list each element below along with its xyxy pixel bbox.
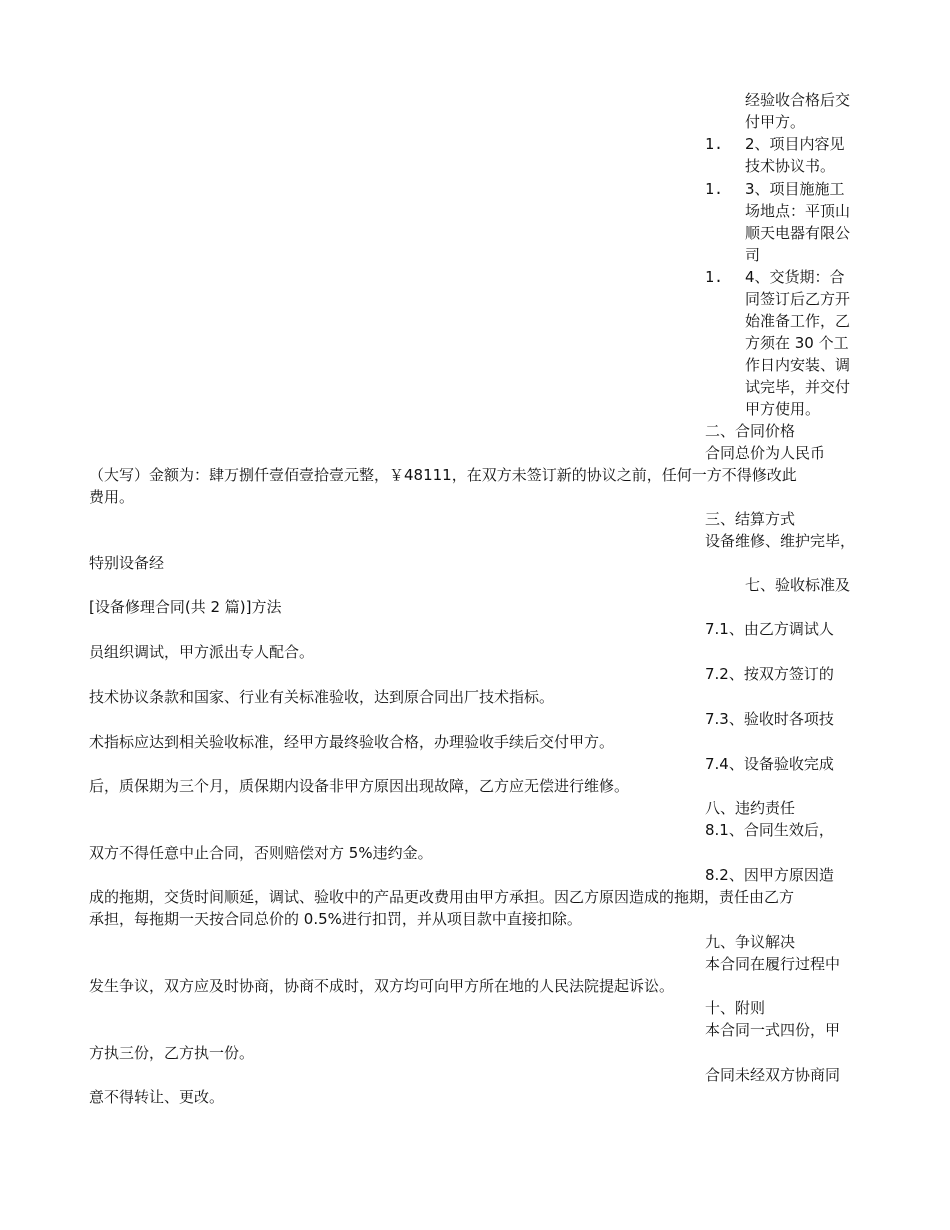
section7-item4-body: 后，质保期为三个月，质保期内设备非甲方原因出现故障，乙方应无偿进行维修。: [89, 777, 630, 795]
item1-line-1: 经验收合格后交: [745, 91, 851, 109]
document-title-reference: [设备修理合同(共 2 篇)]方法: [89, 598, 282, 616]
section7-item3-body: 术指标应达到相关验收标准，经甲方最终验收合格，办理验收手续后交付甲方。: [89, 733, 615, 751]
section8-heading: 八、违约责任: [705, 799, 796, 817]
item4-line: 试完毕，并交付: [745, 378, 851, 396]
section7-item1-lead: 7.1、由乙方调试人: [705, 620, 834, 638]
section8-item1-body: 双方不得任意中止合同，否则赔偿对方 5%违约金。: [89, 844, 433, 862]
item2-number: 1.: [705, 135, 724, 153]
section8-item2-lead: 8.2、因甲方原因造: [705, 866, 834, 884]
section7-item4-lead: 7.4、设备验收完成: [705, 755, 834, 773]
section10-heading: 十、附则: [705, 999, 766, 1017]
section8-item2-body-line: 承担，每拖期一天按合同总价的 0.5%进行扣罚，并从项目款中直接扣除。: [89, 910, 582, 928]
section3-heading: 三、结算方式: [705, 510, 796, 528]
section10-body2: 意不得转让、更改。: [89, 1088, 225, 1106]
section10-body1: 方执三份，乙方执一份。: [89, 1044, 255, 1062]
section7-heading: 七、验收标准及: [745, 576, 851, 594]
item4-line: 作日内安装、调: [745, 356, 851, 374]
section2-lead: 合同总价为人民币: [705, 444, 826, 462]
item4-line: 甲方使用。: [745, 400, 821, 418]
section2-body-line: （大写）金额为：肆万捌仟壹佰壹拾壹元整，￥48111，在双方未签订新的协议之前，任何一方不得修改此: [89, 466, 797, 484]
section7-item2-lead: 7.2、按双方签订的: [705, 665, 834, 683]
item3-line: 顺天电器有限公: [745, 224, 851, 242]
item3-line: 3、项目施施工: [745, 180, 845, 198]
item4-line: 4、交货期：合: [745, 268, 845, 286]
item3-number: 1.: [705, 180, 724, 198]
item4-line: 同签订后乙方开: [745, 290, 851, 308]
section8-item2-body-line: 成的拖期，交货时间顺延，调试、验收中的产品更改费用由甲方承担。因乙方原因造成的拖期，责任由乙方: [89, 888, 795, 906]
item3-line: 司: [745, 246, 761, 264]
item4-line: 方须在 30 个工: [745, 334, 849, 352]
item4-line: 始准备工作，乙: [745, 312, 851, 330]
section3-body: 特别设备经: [89, 554, 165, 572]
item2-line: 2、项目内容见: [745, 135, 845, 153]
section8-item1-lead: 8.1、合同生效后，: [705, 821, 834, 839]
section9-heading: 九、争议解决: [705, 933, 796, 951]
item2-line: 技术协议书。: [745, 157, 836, 175]
section10-lead1: 本合同一式四份，甲: [705, 1021, 841, 1039]
section7-item3-lead: 7.3、验收时各项技: [705, 710, 834, 728]
item3-line: 场地点：平顶山: [745, 202, 851, 220]
item4-number: 1.: [705, 268, 724, 286]
section7-item1-body: 员组织调试，甲方派出专人配合。: [89, 643, 315, 661]
section2-body-line: 费用。: [89, 488, 135, 506]
item1-line-2: 付甲方。: [745, 113, 806, 131]
section10-lead2: 合同未经双方协商同: [705, 1066, 841, 1084]
section3-lead: 设备维修、维护完毕，: [705, 532, 856, 550]
section9-body: 发生争议，双方应及时协商，协商不成时，双方均可向甲方所在地的人民法院提起诉讼。: [89, 977, 675, 995]
section2-heading: 二、合同价格: [705, 422, 796, 440]
section7-item2-body: 技术协议条款和国家、行业有关标准验收，达到原合同出厂技术指标。: [89, 688, 555, 706]
section9-lead: 本合同在履行过程中: [705, 955, 841, 973]
